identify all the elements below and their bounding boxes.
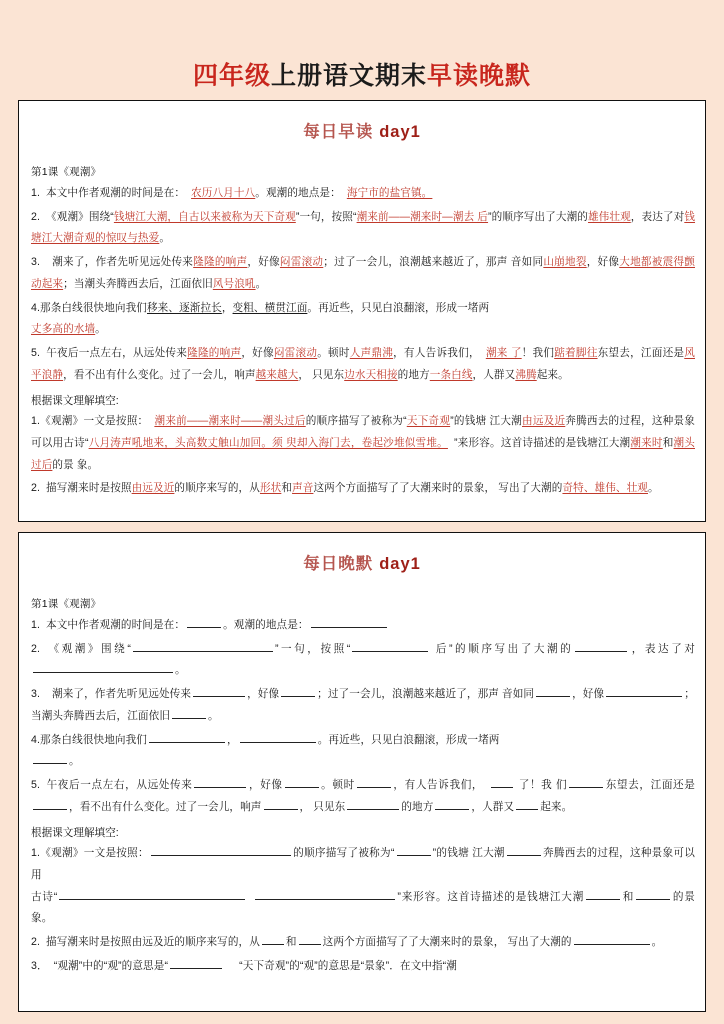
- q5-answer-6: 风平浪静: [31, 346, 695, 381]
- q2-answer-3: 雄伟壮观: [587, 210, 631, 223]
- q1-answer-2: 海宁市的盐官镇。: [346, 187, 433, 199]
- f1-answer-6: 潮头过后: [31, 437, 695, 471]
- morning-fill-heading: 根据课文理解填空:: [31, 395, 119, 408]
- page-title-part2: 上册语文期末: [270, 62, 427, 90]
- f1-answer-5: 潮来时: [630, 437, 663, 450]
- f1-text-6: 和: [662, 437, 674, 450]
- eq5-blank-8[interactable]: [347, 800, 399, 810]
- q2-num: 2.: [31, 210, 41, 223]
- q2-text-4: ，表达了对: [630, 210, 685, 223]
- ef3-text-1: “观潮”中的“观”的意思是“: [53, 959, 169, 972]
- q3-text-6: 。: [255, 277, 267, 290]
- eq5-text-6: 东望去，江面还是: [605, 778, 695, 791]
- f1-text-7: 的景 象。: [52, 458, 99, 471]
- q4-text-1: 那条白线很快地向我们: [40, 301, 147, 314]
- q3-text-5: ；当潮头奔腾西去后，江面依旧: [63, 277, 213, 290]
- eq1-blank-2[interactable]: [311, 618, 387, 628]
- q5-text-2: ，好像: [241, 346, 274, 359]
- morning-heading-en: day1: [379, 123, 421, 141]
- evening-question-5: [31, 775, 695, 818]
- eq5-blank-4[interactable]: [491, 778, 513, 788]
- eq3-num: 3.: [31, 688, 41, 701]
- q5-answer-2: 闷雷滚动: [273, 346, 318, 359]
- q3-num: 3.: [31, 256, 41, 269]
- q3-text-2: ，好像: [247, 256, 280, 269]
- eq1-text-2: 。观潮的地点是：: [223, 619, 309, 631]
- page-title: [18, 56, 706, 92]
- q4-num: 4.: [31, 301, 41, 314]
- ef1-blank-6[interactable]: [586, 890, 620, 900]
- ef2-blank-1[interactable]: [262, 935, 284, 945]
- evening-question-1: [31, 615, 695, 637]
- ef1-text-2: 的顺序描写了被称为“: [292, 847, 395, 860]
- evening-fill-1: [31, 843, 695, 930]
- q4-text-3: 。再近些，只见白浪翻滚，形成一堵两: [307, 301, 490, 314]
- morning-question-2: [31, 207, 695, 250]
- evening-question-2: [31, 639, 695, 682]
- ef2-blank-3[interactable]: [574, 935, 650, 945]
- q5-answer-1: 隆隆的响声: [187, 346, 242, 359]
- q5-text-5: ！我们: [521, 346, 555, 359]
- eq3-blank-3[interactable]: [536, 687, 570, 697]
- ef2-text-1: 描写潮来时是按照由远及近的顺序来写的，从: [46, 936, 260, 949]
- ef1-text-5: 古诗“: [31, 890, 58, 903]
- ef1-blank-1[interactable]: [151, 846, 291, 856]
- q5-answer-8: 边水天相接: [344, 368, 398, 381]
- eq3-text-5: ；: [684, 688, 695, 701]
- q3-answer-2: 闷雷滚动: [279, 256, 324, 269]
- f2-text-5: 。: [648, 482, 659, 495]
- evening-fill-heading: 根据课文理解填空:: [31, 827, 119, 840]
- q5-answer-5: 踮着脚往: [554, 346, 598, 359]
- morning-fill-2: [31, 478, 695, 500]
- f1-answer-2: 天下奇观: [406, 415, 451, 428]
- q3-text-1: 潮来了，作者先听见远处传来: [52, 256, 194, 269]
- eq5-text-1: 午夜后一点左右，从远处传来: [46, 778, 193, 791]
- morning-question-3: [31, 252, 695, 295]
- evening-fill-3: [31, 956, 695, 1012]
- eq3-text-2: ，好像: [247, 688, 280, 701]
- q3-answer-3: 山崩地裂: [543, 256, 587, 269]
- eq3-text-4: ，好像: [572, 688, 605, 701]
- q5-text-8: ， 只见东: [298, 368, 345, 381]
- eq5-blank-7[interactable]: [264, 800, 298, 810]
- ef1-text-6: ”来形容。这首诗描述的是钱塘江大潮: [397, 890, 585, 903]
- eq3-text-7: 。: [208, 709, 219, 722]
- eq2-text-5: 。: [175, 664, 186, 677]
- q3-answer-4: 大地都被震得颤动起来: [31, 256, 695, 290]
- eq4-text-1: 那条白线很快地向我们: [40, 733, 147, 746]
- evening-question-3: [31, 684, 695, 727]
- ef1-num: 1.: [31, 847, 41, 860]
- morning-reading-box: [18, 100, 706, 522]
- ef1-blank-4[interactable]: [59, 890, 245, 900]
- q5-text-9: 的地方: [397, 368, 430, 381]
- f2-text-3: 和: [281, 482, 293, 495]
- eq3-blank-5[interactable]: [172, 709, 206, 719]
- eq2-num: 2.: [31, 642, 41, 655]
- morning-body: [19, 150, 705, 510]
- q5-text-11: 起来。: [536, 368, 569, 381]
- ef1-blank-5[interactable]: [255, 890, 395, 900]
- q4-answer-2: 变粗、横贯江面: [232, 301, 308, 314]
- q4-answer-1: 移来、逐渐拉长: [146, 301, 222, 314]
- f2-text-1: 描写潮来时是按照: [46, 482, 132, 495]
- ef3-text-2: “天下奇观”的“观”的意思是“景象”．在文中指“潮: [236, 959, 458, 972]
- eq5-text-2: ，好像: [248, 778, 283, 791]
- ef3-blank-1[interactable]: [170, 959, 222, 969]
- evening-fill-2: [31, 932, 695, 954]
- f2-text-4: 这两个方面描写了了大潮来时的景象， 写出了大潮的: [313, 482, 563, 495]
- eq5-text-11: ，人群又: [471, 800, 515, 813]
- q5-answer-4: 潮来 了: [485, 346, 522, 359]
- q1-answer-1: 农历八月十八: [191, 187, 256, 199]
- eq1-blank-1[interactable]: [187, 618, 221, 628]
- eq4-text-2: ，: [226, 733, 238, 746]
- f1-answer-3: 由远及近: [522, 415, 566, 428]
- q3-answer-1: 隆隆的响声: [193, 256, 248, 269]
- ef2-text-3: 这两个方面描写了了大潮来时的景象， 写出了大潮的: [322, 936, 572, 949]
- eq3-blank-2[interactable]: [281, 687, 315, 697]
- morning-question-4: [31, 298, 695, 341]
- eq1-text-1: 本文中作者观潮的时间是在：: [46, 619, 186, 631]
- q2-answer-4: 钱塘江大潮奇观的惊叹与热爱: [31, 210, 696, 245]
- page-title-part1: 四年级: [192, 62, 271, 90]
- ef3-blank-2[interactable]: [33, 1002, 109, 1012]
- q3-answer-5: 风号浪吼: [212, 277, 256, 290]
- q5-text-10: ，人群又: [472, 368, 516, 381]
- eq5-blank-3[interactable]: [357, 778, 391, 788]
- f1-answer-1: 潮来前——潮来时——潮头过后: [154, 415, 306, 428]
- eq2-blank-1[interactable]: [133, 642, 273, 652]
- morning-section-heading: [19, 101, 705, 150]
- eq5-text-12: 起来。: [540, 800, 573, 813]
- evening-body: [19, 582, 705, 1012]
- q5-text-3: 。顿时: [317, 346, 350, 359]
- q2-answer-1: 钱塘江大潮，自古以来被称为天下奇观: [113, 210, 296, 223]
- eq5-num: 5.: [31, 778, 41, 791]
- ef1-blank-3[interactable]: [507, 846, 541, 856]
- eq4-blank-3[interactable]: [33, 754, 67, 764]
- q4-answer-3: 丈多高的水墙: [31, 323, 96, 336]
- page-title-wrap: [18, 0, 706, 98]
- page-title-part3: 早读晚默: [427, 62, 532, 90]
- q2-answer-2: 潮来前——潮来时—潮去 后: [356, 210, 489, 223]
- q5-text-7: ，看不出有什么变化。过了一会儿，响声: [63, 368, 256, 381]
- eq2-blank-4[interactable]: [33, 663, 173, 673]
- q3-text-3: ；过了一会儿，浪潮越来越近了，那声 音如同: [323, 256, 544, 269]
- eq5-blank-10[interactable]: [516, 800, 538, 810]
- ef3-num: 3．: [31, 959, 48, 972]
- q4-text-2: ，: [221, 301, 233, 314]
- q2-text-1: 《观潮》围绕“: [46, 210, 114, 223]
- morning-fill-1: [31, 411, 695, 476]
- f1-text-4: 奔腾西去的过程，这种景象可以用古诗“: [31, 415, 695, 450]
- eq4-text-4: 。: [69, 755, 80, 768]
- q5-text-1: 午夜后一点左右，从远处传来: [46, 346, 188, 359]
- eq5-text-3: 。顿时: [320, 778, 355, 791]
- f1-answer-4-poem: 八月涛声吼地来，头高数丈触山加回。须 臾却入海门去，卷起沙堆似雪堆。: [88, 437, 448, 450]
- eq2-text-2: ”一句，按照“: [274, 642, 351, 655]
- eq5-blank-5[interactable]: [569, 778, 603, 788]
- eq4-text-3: 。再近些，只见白浪翻滚，形成一堵两: [317, 733, 500, 746]
- q3-text-4: ，好像: [586, 256, 620, 269]
- evening-section-heading: [19, 533, 705, 582]
- eq3-blank-1[interactable]: [193, 687, 245, 697]
- ef1-text-3: ”的钱塘 江大潮: [432, 847, 505, 860]
- ef1-text-7: 和: [622, 890, 635, 903]
- ef2-blank-2[interactable]: [299, 935, 321, 945]
- ef2-text-2: 和: [285, 936, 297, 949]
- eq3-blank-4[interactable]: [606, 687, 682, 697]
- eq2-blank-3[interactable]: [575, 642, 627, 652]
- q1-text-2: 。观潮的地点是：: [255, 187, 341, 199]
- ef1-text-4: 奔腾西去的过程，这种景象可以用: [31, 847, 695, 882]
- f2-text-2: 的顺序来写的，从: [174, 482, 260, 495]
- eq4-blank-2[interactable]: [240, 732, 316, 742]
- eq5-blank-1[interactable]: [194, 778, 246, 788]
- q5-answer-3: 人声鼎沸: [349, 346, 394, 359]
- eq5-text-4: ，有人告诉我们，: [392, 778, 484, 791]
- eq5-text-7: ，看: [69, 800, 91, 813]
- evening-question-4: [31, 730, 695, 773]
- f2-answer-4: 奇特、雄伟、壮观: [562, 482, 648, 495]
- ef1-text-8: 的景 象。: [31, 890, 695, 925]
- eq5-text-9: ， 只见东: [299, 800, 346, 813]
- evening-dictation-box: [18, 532, 706, 1012]
- eq1-num: 1.: [31, 619, 41, 631]
- evening-heading-cn: 每日晚默: [303, 555, 374, 573]
- eq5-blank-9[interactable]: [435, 800, 469, 810]
- q5-answer-9: 一条白线: [429, 368, 473, 381]
- eq5-text-5: 了！我 们: [515, 778, 568, 791]
- morning-question-5: [31, 343, 695, 386]
- f2-answer-1: 由远及近: [131, 482, 175, 495]
- morning-heading-cn: 每日早读: [303, 123, 374, 141]
- f1-text-3: ”的钱塘 江大潮: [450, 415, 522, 428]
- q5-num: 5.: [31, 346, 41, 359]
- f1-text-1: 《观潮》一文是按照：: [40, 415, 149, 428]
- q5-text-4: ，有人告诉我们，: [393, 346, 480, 359]
- q4-text-4: 。: [95, 323, 106, 336]
- q1-text-1: 本文中作者观潮的时间是在：: [46, 187, 186, 199]
- q5-answer-10: 沸腾: [515, 368, 537, 381]
- ef2-num: 2.: [31, 936, 41, 949]
- ef2-text-4: 。: [651, 936, 663, 949]
- f1-num: 1.: [31, 415, 41, 428]
- ef1-text-1: 《观潮》一文是按照：: [40, 847, 149, 860]
- eq3-text-6: 当潮头奔腾西去后，江面依旧: [31, 709, 171, 722]
- eq2-blank-2[interactable]: [352, 642, 428, 652]
- morning-lesson-title: 第1课《观潮》: [31, 166, 102, 178]
- eq4-num: 4.: [31, 733, 41, 746]
- f2-answer-3: 声音: [292, 482, 314, 495]
- eq5-text-10: 的地方: [401, 800, 434, 813]
- q2-text-3: ”的顺序写出了大潮的: [488, 210, 588, 223]
- q5-text-6: 东望去，江面还是: [597, 346, 685, 359]
- q5-answer-7: 越来越大: [255, 368, 299, 381]
- q2-text-2: ”一句，按照“: [295, 210, 357, 223]
- ef1-blank-7[interactable]: [636, 890, 670, 900]
- eq4-blank-1[interactable]: [149, 732, 225, 742]
- evening-heading-en: day1: [379, 555, 421, 573]
- eq2-text-1: 《观潮》围绕“: [46, 642, 131, 655]
- eq3-text-1: 潮来了，作者先听见远处传来: [52, 688, 192, 701]
- f1-text-5: ”来形容。这首诗描述的是钱塘江大潮: [453, 437, 631, 450]
- f2-num: 2.: [31, 482, 41, 495]
- evening-lesson-title: 第1课《观潮》: [31, 598, 102, 610]
- eq5-blank-6[interactable]: [33, 800, 67, 810]
- eq3-text-3: ；过了一会儿，浪潮越来越近了，那声 音如同: [317, 688, 535, 701]
- ef1-blank-2[interactable]: [397, 846, 431, 856]
- f1-text-2: 的顺序描写了被称为“: [305, 415, 407, 428]
- eq2-text-4: ，表达了对: [629, 642, 696, 655]
- q2-text-5: 。: [159, 232, 171, 245]
- eq2-text-3: 后”的顺序写出了大潮的: [430, 642, 574, 655]
- morning-question-1: [31, 183, 695, 205]
- q1-num: 1.: [31, 187, 41, 199]
- f2-answer-2: 形状: [259, 482, 282, 495]
- eq5-blank-2[interactable]: [285, 778, 319, 788]
- eq5-text-8: 不出有什么变化。过了一会儿，响声: [90, 800, 262, 813]
